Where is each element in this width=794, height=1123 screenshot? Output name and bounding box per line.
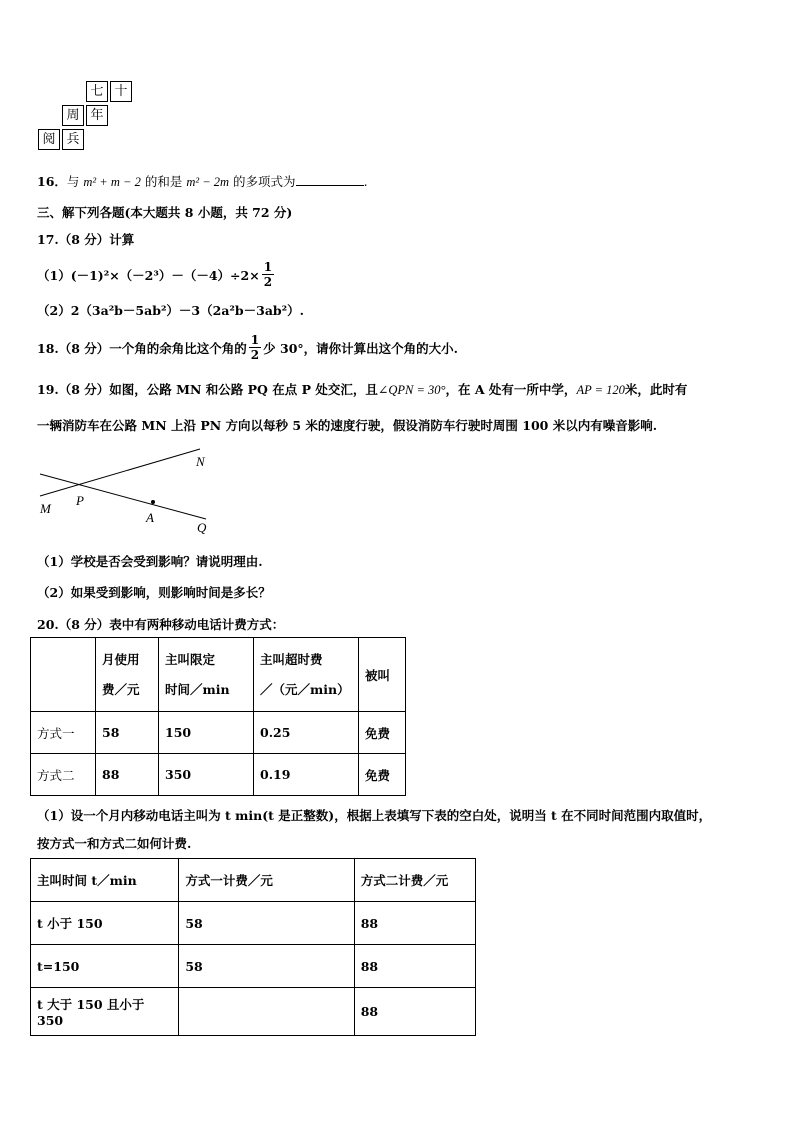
table-cell: 88 xyxy=(354,945,475,988)
table-header-cell xyxy=(96,638,159,712)
table-cell: 0.19 xyxy=(254,754,359,796)
header-text: 主叫限定 xyxy=(165,651,216,667)
table-cell: t 大于 150 且小于 350 xyxy=(31,988,179,1036)
header-text: 时间／min xyxy=(165,681,230,697)
table-header-row xyxy=(31,859,476,902)
table-cell: 88 xyxy=(96,754,159,796)
q19-text-b: ，在 A 处有一所中学， xyxy=(445,382,577,397)
q19-ap: AP = 120 xyxy=(576,383,625,397)
grid-cell: 十 xyxy=(110,81,132,102)
table-cell: 88 xyxy=(354,988,475,1036)
grid-cell: 七 xyxy=(86,81,108,102)
header-text: 主叫超时费 xyxy=(260,651,323,667)
question-17-title: 17.（8 分）计算 xyxy=(37,232,135,247)
question-19-line2: 一辆消防车在公路 MN 上沿 PN 方向以每秒 5 米的速度行驶，假设消防车行驶时周围 100 米以内有噪音影响. xyxy=(37,418,658,433)
q18-text-pre: 18.（8 分）一个角的余角比这个角的 xyxy=(37,340,247,356)
table-header-cell: 被叫 xyxy=(359,638,406,712)
table-row xyxy=(31,754,406,796)
table-cell: 方式二 xyxy=(31,754,96,796)
table-cell: 0.25 xyxy=(254,712,359,754)
q19-text-c: 米，此时有 xyxy=(624,382,688,397)
header-text: 月使用 xyxy=(102,651,140,667)
grid-cell: 周 xyxy=(62,105,84,126)
question-19-sub2: （2）如果受到影响，则影响时间是多长？ xyxy=(37,585,271,600)
question-16 xyxy=(37,172,368,190)
table-cell[interactable] xyxy=(179,988,354,1036)
q16-suffix: 的多项式为 xyxy=(233,174,296,189)
table-cell: t=150 xyxy=(31,945,179,988)
table-row xyxy=(31,988,476,1036)
table-row xyxy=(31,902,476,945)
table-cell: 58 xyxy=(96,712,159,754)
table-cell: 58 xyxy=(179,945,354,988)
table-cell: 350 xyxy=(159,754,254,796)
q17-part1-text: （1）(－1)²×（－2³）－（－4）÷2× xyxy=(37,267,260,283)
fraction-denominator: 2 xyxy=(263,275,273,289)
pricing-table xyxy=(30,637,406,796)
question-19-sub1: （1）学校是否会受到影响？请说明理由. xyxy=(37,554,263,569)
table-cell: 免费 xyxy=(359,754,406,796)
table-header-cell: 主叫时间 t／min xyxy=(31,859,179,902)
grid-cell: 阅 xyxy=(38,129,60,150)
table-row xyxy=(31,712,406,754)
q19-angle: ∠QPN = 30° xyxy=(377,383,446,397)
label-n: N xyxy=(196,454,205,469)
section-heading: 三、解下列各题(本大题共 8 小题，共 72 分) xyxy=(37,205,293,220)
table-cell: 150 xyxy=(159,712,254,754)
table-cell: t 小于 150 xyxy=(31,902,179,945)
question-19-line1 xyxy=(37,380,687,398)
table-header-cell: 方式一计费／元 xyxy=(179,859,354,902)
q16-expr2: m² − 2m xyxy=(186,175,230,189)
table-header-cell: 方式二计费／元 xyxy=(354,859,475,902)
table-cell: 58 xyxy=(179,902,354,945)
question-20-sub1-line2: 按方式一和方式二如何计费. xyxy=(37,836,192,851)
q16-expr1: m² + m − 2 xyxy=(83,175,141,189)
label-m: M xyxy=(40,501,51,516)
table-row xyxy=(31,945,476,988)
question-20-title: 20.（8 分）表中有两种移动电话计费方式： xyxy=(37,617,285,632)
question-18 xyxy=(37,333,458,362)
table-cell: 免费 xyxy=(359,712,406,754)
q16-prefix: 与 xyxy=(66,174,80,189)
line-pq xyxy=(40,474,206,519)
question-20-sub1-line1: （1）设一个月内移动电话主叫为 t min(t 是正整数)，根据上表填写下表的空白处，说明当 t 在不同时间范围内取值时， xyxy=(37,808,712,823)
q19-text-a: 19.（8 分）如图，公路 MN 和公路 PQ 在点 P 处交汇，且 xyxy=(37,382,378,397)
q18-text-post: 少 30°，请你计算出这个角的大小. xyxy=(263,340,459,356)
table-header-row xyxy=(31,638,406,712)
table-cell: 方式一 xyxy=(31,712,96,754)
table-header-cell xyxy=(31,638,96,712)
fee-table xyxy=(30,858,476,1036)
header-text: 费／元 xyxy=(102,681,140,697)
answer-blank xyxy=(296,173,364,186)
fraction-numerator: 1 xyxy=(263,260,273,274)
fraction-denominator: 2 xyxy=(250,348,260,362)
table-cell: 88 xyxy=(354,902,475,945)
line-mn xyxy=(40,449,200,496)
table-header-cell xyxy=(254,638,359,712)
fraction xyxy=(262,260,274,289)
fraction-numerator: 1 xyxy=(250,333,260,347)
question-17-part2: （2）2（3a²b－5ab²）－3（2a²b－3ab²）. xyxy=(37,303,304,318)
point-a xyxy=(151,500,155,504)
question-number: 16． xyxy=(37,174,67,189)
table-header-cell xyxy=(159,638,254,712)
q19-diagram xyxy=(30,443,220,538)
q16-end: . xyxy=(363,174,368,189)
grid-cell: 年 xyxy=(86,105,108,126)
grid-cell: 兵 xyxy=(62,129,84,150)
question-17-part1 xyxy=(37,260,276,289)
label-p: P xyxy=(76,493,84,508)
label-a: A xyxy=(146,510,154,525)
label-q: Q xyxy=(197,520,207,535)
q16-mid: 的和是 xyxy=(144,174,183,189)
header-text: ／（元／min） xyxy=(260,681,350,697)
fraction xyxy=(249,333,261,362)
